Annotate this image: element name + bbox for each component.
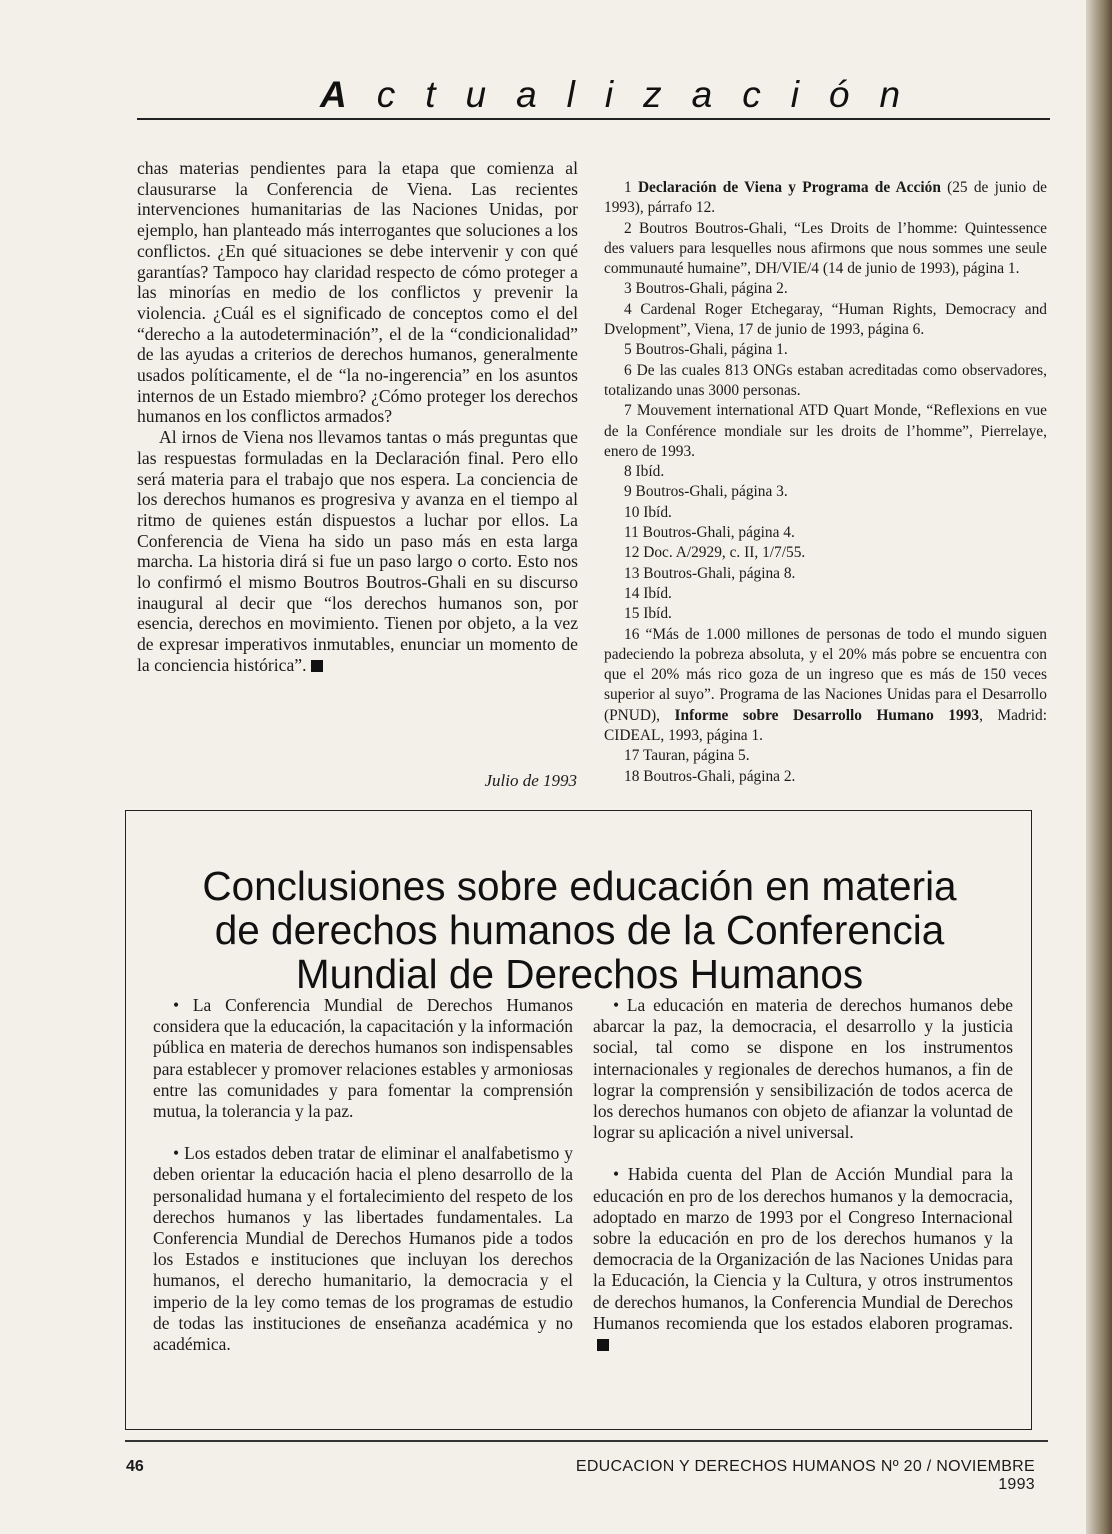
footnote-text: Boutros-Ghali, página 4. (638, 524, 795, 542)
footnote-text: Boutros-Ghali, página 2. (639, 767, 796, 785)
footnote-text: Ibíd. (639, 503, 672, 521)
footnote-text: Boutros-Ghali, página 2. (631, 280, 788, 298)
footnote-text: Cardenal Roger Etchegaray, “Human Rights, Democracy and Dvelopment”, Viena, 17 de junio de 1993, página 6. (604, 300, 1047, 339)
footnote (604, 361, 1047, 402)
footnote-number: 4 (624, 300, 632, 318)
conclusion-text: • Habida cuenta del Plan de Acción Mundial para la educación en pro de los derechos humanos y la democracia, adoptado en marzo de 1993 por el Congreso Internacional sobre la educación en pro de los derechos humanos y la democracia de la Organización de las Naciones Unidas para la Educación, la Ciencia y la Cultura, y otros instrumentos de derechos humanos, la Conferencia Mundial de Derechos Humanos recomienda que los estados elaboren programas. (593, 1164, 1013, 1333)
page-number: 46 (126, 1458, 144, 1475)
end-mark-icon (597, 1339, 609, 1351)
footnote-number: 10 (624, 503, 640, 521)
box-title-line: de derechos humanos de la Conferencia (214, 907, 945, 953)
box-title (127, 864, 1032, 996)
box-left-column (153, 995, 573, 1376)
footnotes-column (604, 178, 1047, 787)
footnote (604, 401, 1047, 462)
footnote (604, 564, 1047, 584)
footnote-text: Ibíd. (639, 605, 672, 623)
footnote-number: 14 (624, 584, 640, 602)
journal-footer: EDUCACION Y DERECHOS HUMANOS Nº 20 / NOVIEMBRE 1993 (575, 1458, 1035, 1493)
footnote (604, 584, 1047, 604)
end-mark-icon (311, 660, 323, 672)
footnote-number: 18 (624, 767, 640, 785)
footnote-text: Boutros-Ghali, página 8. (639, 564, 796, 582)
footnote (604, 503, 1047, 523)
conclusion-paragraph: • La Conferencia Mundial de Derechos Humanos considera que la educación, la capacitación y la información pública en materia de derechos humanos son indispensables para establecer y promover relaciones estables y armoniosas entre las comunidades y para fomentar la comprensión mutua, la tolerancia y la paz. (153, 995, 573, 1122)
article-paragraph: chas materias pendientes para la etapa que comienza al clausurarse la Conferencia de Viena. Las recientes intervenciones humanitarias de las Naciones Unidas, por ejemplo, han planteado más interrogantes que soluciones a los conflictos. ¿En qué situaciones se debe intervenir y con qué garantías? Tampoco hay claridad respecto de cómo proteger a las minorías en medio de los conflictos y prevenir la violencia. ¿Cuál es el significado de conceptos como el del “derecho a la autodeterminación”, el de la “condicionalidad” de las ayudas a criterios de derechos humanos, generalmente usados políticamente, el de “la no-ingerencia” en los asuntos internos de un Estado miembro? ¿Cómo proteger los derechos humanos en los conflictos armados? (137, 158, 578, 427)
footnote-text: Ibíd. (639, 584, 672, 602)
footnote (604, 523, 1047, 543)
footnote-text: Tauran, página 5. (639, 747, 750, 765)
section-title-initial: A (320, 74, 377, 115)
footer-rule (125, 1440, 1048, 1442)
footnote (604, 543, 1047, 563)
footnote (604, 178, 1047, 219)
footnote-number: 5 (624, 341, 632, 359)
footnote-number: 11 (624, 524, 639, 542)
footnote-text: Ibíd. (631, 463, 665, 481)
footnote-text: Boutros-Ghali, página 1. (631, 341, 788, 359)
footnote-number: 15 (624, 605, 640, 623)
conclusion-paragraph: • La educación en materia de derechos humanos debe abarcar la paz, la democracia, el desarrollo y la justicia social, tal como se dispone en los instrumentos internacionales y regionales de derechos humanos, a fin de lograr la comprensión y sensibilización de todos acerca de los derechos humanos con objeto de afianzar la voluntad de lograr su aplicación a nivel universal. (593, 995, 1013, 1143)
article-left-column (137, 158, 578, 676)
box-title-line: Conclusiones sobre educación en materia (202, 863, 957, 909)
footnote-number: 9 (624, 483, 632, 501)
footnote-text: , Madrid: CIDEAL, 1993, página 1. (604, 706, 1047, 745)
conclusion-paragraph: • Los estados deben tratar de eliminar el analfabetismo y deben orientar la educación hacia el pleno desarrollo de la personalidad humana y el fortalecimiento del respeto de los derechos humanos y las libertades fundamentales. La Conferencia Mundial de Derechos Humanos pide a todos los Estados e instituciones que incluyan los derechos humanos, el derecho humanitario, la democracia y el imperio de la ley como temas de los programas de estudio de todas las instituciones de enseñanza académica y no académica. (153, 1143, 573, 1355)
box-right-column (593, 995, 1013, 1376)
footnote-text: (25 de junio de 1993), párrafo 12. (604, 179, 1047, 217)
footnote-text: De las cuales 813 ONGs estaban acreditadas como observadores, totalizando unas 3000 personas. (604, 361, 1047, 399)
footnote-number: 3 (624, 280, 632, 298)
footnote-text: Boutros Boutros-Ghali, “Les Droits de l’homme: Quintessence des valuers para lesquelles nous afirmons que nous sommes une seule communauté humaine”, DH/VIE/4 (14 de junio de 1993), página 1. (604, 219, 1047, 278)
box-title-line: Mundial de Derechos Humanos (295, 951, 864, 997)
footnote-text: Doc. A/2929, c. II, 1/7/55. (639, 544, 806, 562)
footnote-number: 16 (624, 625, 640, 643)
footnote-number: 1 (624, 179, 632, 196)
footnote-number: 7 (624, 402, 632, 420)
conclusion-paragraph-final (593, 1164, 1013, 1355)
footnote (604, 746, 1047, 766)
header-rule (137, 118, 1050, 120)
footnote-number: 17 (624, 747, 640, 765)
footnote (604, 340, 1047, 360)
footnote-number: 13 (624, 564, 640, 582)
footnote (604, 219, 1047, 280)
footnote (604, 767, 1047, 787)
footnote-number: 6 (624, 361, 632, 379)
page-binding-edge (1086, 0, 1112, 1534)
article-paragraph-final (137, 427, 578, 675)
section-title-rest: ctualización (376, 74, 931, 115)
article-date: Julio de 1993 (484, 771, 577, 790)
footnote-text: Mouvement international ATD Quart Monde, “Reflexions en vue de la Conférence mondiale sur les droits de l’homme”, Pierrelaye, enero de 1993. (604, 402, 1047, 460)
footnote-bold: Informe sobre Desarrollo Humano 1993 (674, 706, 980, 724)
footnote (604, 462, 1047, 482)
footnote (604, 482, 1047, 502)
footnote (604, 279, 1047, 299)
footnote-number: 2 (624, 219, 632, 237)
footnote (604, 625, 1047, 747)
footnote-number: 8 (624, 463, 632, 481)
section-title (320, 74, 931, 116)
article-paragraph-text: Al irnos de Viena nos llevamos tantas o más preguntas que las respuestas formuladas en la Declaración final. Pero ello será materia para el trabajo que nos espera. La conciencia de los derechos humanos es progresiva y avanza en el tiempo al ritmo de quienes están dispuestos a luchar por ellos. La Conferencia de Viena ha sido un paso más en esta larga marcha. La historia dirá si fue un paso largo o corto. Esto nos lo confirmó el mismo Boutros Boutros-Ghali en su discurso inaugural al decir que “los derechos humanos son, por esencia, derechos en movimiento. Tienen por objeto, a la vez de expresar imperativos inmutables, enunciar un momento de la conciencia histórica”. (137, 427, 578, 675)
footnote (604, 604, 1047, 624)
footnote-text: “Más de 1.000 millones de personas de todo el mundo siguen padeciendo la pobreza absoluta, y el 20% más pobre se encuentra con que el 20% más rico goza de un ingreso que es más de 150 veces superior al suyo”. Programa de las Naciones Unidas para el Desarrollo (PNUD), (604, 625, 1047, 724)
footnote-text: Boutros-Ghali, página 3. (631, 483, 788, 501)
footnote-number: 12 (624, 544, 640, 562)
footnote-bold: Declaración de Viena y Programa de Acción (637, 179, 941, 196)
footnote (604, 300, 1047, 341)
